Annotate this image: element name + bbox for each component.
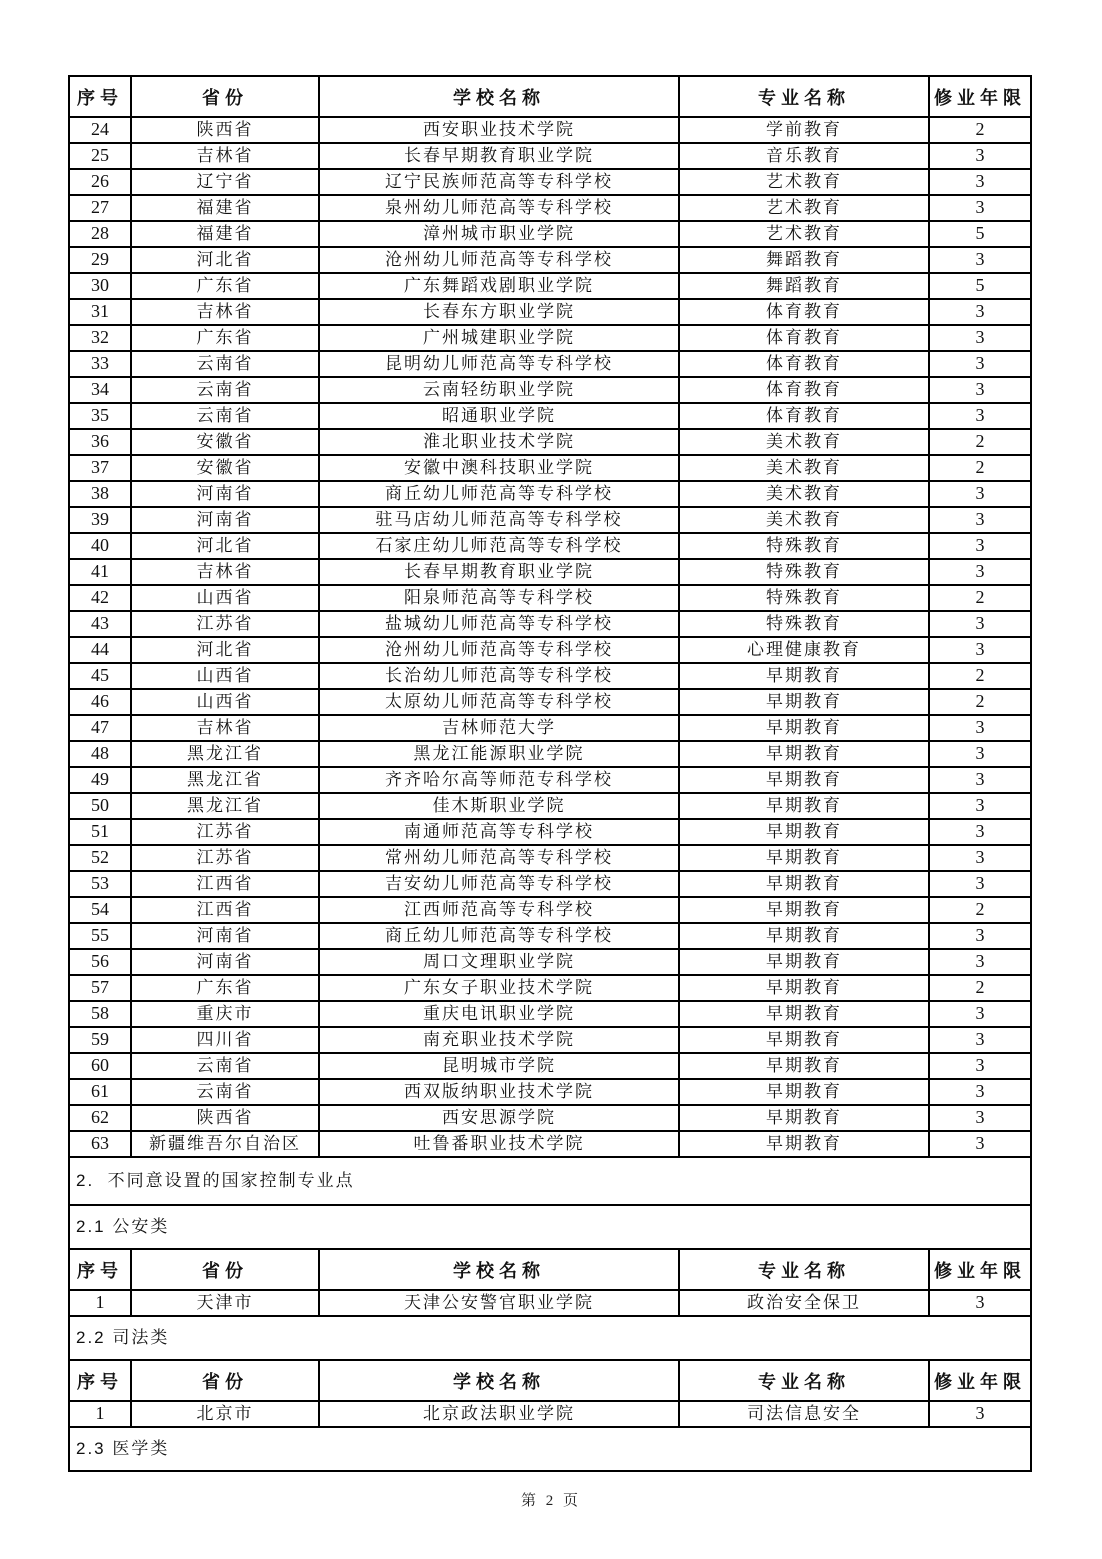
province-cell: 山西省: [131, 585, 319, 611]
study-years-cell: 3: [929, 143, 1031, 169]
study-years-cell: 2: [929, 689, 1031, 715]
major-name-cell: 体育教育: [679, 377, 929, 403]
province-cell: 江苏省: [131, 611, 319, 637]
table-row: [69, 247, 1031, 273]
table-row: [69, 1001, 1031, 1027]
row-index-cell: 63: [69, 1131, 131, 1157]
school-name-cell: 吉林师范大学: [319, 715, 679, 741]
major-name-cell: 体育教育: [679, 351, 929, 377]
province-cell: 黑龙江省: [131, 741, 319, 767]
school-name-cell: 昭通职业学院: [319, 403, 679, 429]
school-name-cell: 商丘幼儿师范高等专科学校: [319, 481, 679, 507]
province-cell: 江苏省: [131, 819, 319, 845]
table-row: [69, 1079, 1031, 1105]
major-name-cell: 早期教育: [679, 1027, 929, 1053]
table-row: [69, 169, 1031, 195]
subsection-heading: 2.2 司法类: [69, 1316, 1031, 1360]
school-name-cell: 云南轻纺职业学院: [319, 377, 679, 403]
table-row: [69, 533, 1031, 559]
province-cell: 河北省: [131, 637, 319, 663]
table-row: [69, 117, 1031, 143]
table-row: [69, 403, 1031, 429]
major-name-cell: 早期教育: [679, 923, 929, 949]
major-name-cell: 艺术教育: [679, 169, 929, 195]
province-cell: 云南省: [131, 351, 319, 377]
table-row: [69, 585, 1031, 611]
province-cell: 广东省: [131, 975, 319, 1001]
study-years-cell: 3: [929, 949, 1031, 975]
study-years-cell: 5: [929, 221, 1031, 247]
study-years-cell: 3: [929, 299, 1031, 325]
column-header: 专业名称: [679, 1249, 929, 1290]
row-index-cell: 57: [69, 975, 131, 1001]
major-name-cell: 特殊教育: [679, 585, 929, 611]
province-cell: 江苏省: [131, 845, 319, 871]
row-index-cell: 39: [69, 507, 131, 533]
major-name-cell: 早期教育: [679, 1053, 929, 1079]
province-cell: 北京市: [131, 1401, 319, 1427]
school-name-cell: 太原幼儿师范高等专科学校: [319, 689, 679, 715]
major-name-cell: 早期教育: [679, 767, 929, 793]
table-row: [69, 195, 1031, 221]
school-name-cell: 佳木斯职业学院: [319, 793, 679, 819]
study-years-cell: 3: [929, 195, 1031, 221]
major-name-cell: 美术教育: [679, 481, 929, 507]
province-cell: 天津市: [131, 1290, 319, 1316]
major-name-cell: 舞蹈教育: [679, 247, 929, 273]
province-cell: 吉林省: [131, 299, 319, 325]
table-row: [69, 1027, 1031, 1053]
column-header: 序号: [69, 76, 131, 117]
province-cell: 黑龙江省: [131, 793, 319, 819]
province-cell: 福建省: [131, 221, 319, 247]
study-years-cell: 3: [929, 403, 1031, 429]
major-name-cell: 特殊教育: [679, 611, 929, 637]
province-cell: 河南省: [131, 923, 319, 949]
province-cell: 江西省: [131, 897, 319, 923]
subsection-heading: 2.3 医学类: [69, 1427, 1031, 1471]
school-name-cell: 广东舞蹈戏剧职业学院: [319, 273, 679, 299]
row-index-cell: 46: [69, 689, 131, 715]
school-name-cell: 吐鲁番职业技术学院: [319, 1131, 679, 1157]
major-name-cell: 早期教育: [679, 1131, 929, 1157]
study-years-cell: 3: [929, 169, 1031, 195]
header-row: [69, 76, 1031, 117]
row-index-cell: 51: [69, 819, 131, 845]
row-index-cell: 59: [69, 1027, 131, 1053]
school-name-cell: 常州幼儿师范高等专科学校: [319, 845, 679, 871]
table-row: [69, 429, 1031, 455]
column-header: 专业名称: [679, 1360, 929, 1401]
row-index-cell: 29: [69, 247, 131, 273]
province-cell: 吉林省: [131, 715, 319, 741]
school-name-cell: 盐城幼儿师范高等专科学校: [319, 611, 679, 637]
table-row: [69, 143, 1031, 169]
province-cell: 四川省: [131, 1027, 319, 1053]
subsection-heading-row: [69, 1316, 1031, 1360]
table-row: [69, 975, 1031, 1001]
major-name-cell: 心理健康教育: [679, 637, 929, 663]
column-header: 修业年限: [929, 1360, 1031, 1401]
row-index-cell: 36: [69, 429, 131, 455]
row-index-cell: 61: [69, 1079, 131, 1105]
approval-table: [68, 75, 1032, 1472]
school-name-cell: 漳州城市职业学院: [319, 221, 679, 247]
row-index-cell: 35: [69, 403, 131, 429]
major-name-cell: 司法信息安全: [679, 1401, 929, 1427]
school-name-cell: 吉安幼儿师范高等专科学校: [319, 871, 679, 897]
major-name-cell: 早期教育: [679, 1001, 929, 1027]
column-header: 学校名称: [319, 1249, 679, 1290]
province-cell: 河南省: [131, 507, 319, 533]
row-index-cell: 37: [69, 455, 131, 481]
study-years-cell: 3: [929, 351, 1031, 377]
province-cell: 山西省: [131, 689, 319, 715]
row-index-cell: 41: [69, 559, 131, 585]
major-name-cell: 艺术教育: [679, 221, 929, 247]
major-name-cell: 早期教育: [679, 1079, 929, 1105]
row-index-cell: 56: [69, 949, 131, 975]
province-cell: 福建省: [131, 195, 319, 221]
table-row: [69, 689, 1031, 715]
study-years-cell: 3: [929, 377, 1031, 403]
major-name-cell: 美术教育: [679, 507, 929, 533]
province-cell: 辽宁省: [131, 169, 319, 195]
column-header: 序号: [69, 1249, 131, 1290]
column-header: 修业年限: [929, 1249, 1031, 1290]
header-row: [69, 1249, 1031, 1290]
column-header: 修业年限: [929, 76, 1031, 117]
major-name-cell: 早期教育: [679, 741, 929, 767]
study-years-cell: 2: [929, 455, 1031, 481]
province-cell: 陕西省: [131, 117, 319, 143]
major-name-cell: 早期教育: [679, 819, 929, 845]
study-years-cell: 3: [929, 1001, 1031, 1027]
row-index-cell: 33: [69, 351, 131, 377]
school-name-cell: 江西师范高等专科学校: [319, 897, 679, 923]
row-index-cell: 60: [69, 1053, 131, 1079]
school-name-cell: 沧州幼儿师范高等专科学校: [319, 637, 679, 663]
major-name-cell: 政治安全保卫: [679, 1290, 929, 1316]
study-years-cell: 2: [929, 585, 1031, 611]
table-row: [69, 767, 1031, 793]
major-name-cell: 特殊教育: [679, 559, 929, 585]
school-name-cell: 南通师范高等专科学校: [319, 819, 679, 845]
row-index-cell: 24: [69, 117, 131, 143]
row-index-cell: 38: [69, 481, 131, 507]
school-name-cell: 昆明幼儿师范高等专科学校: [319, 351, 679, 377]
study-years-cell: 3: [929, 741, 1031, 767]
row-index-cell: 31: [69, 299, 131, 325]
table-row: [69, 325, 1031, 351]
school-name-cell: 泉州幼儿师范高等专科学校: [319, 195, 679, 221]
table-row: [69, 507, 1031, 533]
school-name-cell: 北京政法职业学院: [319, 1401, 679, 1427]
major-name-cell: 早期教育: [679, 689, 929, 715]
row-index-cell: 1: [69, 1401, 131, 1427]
study-years-cell: 2: [929, 975, 1031, 1001]
table-row: [69, 1401, 1031, 1427]
study-years-cell: 3: [929, 481, 1031, 507]
row-index-cell: 40: [69, 533, 131, 559]
province-cell: 安徽省: [131, 455, 319, 481]
major-name-cell: 早期教育: [679, 975, 929, 1001]
table-row: [69, 793, 1031, 819]
column-header: 省份: [131, 1249, 319, 1290]
major-name-cell: 早期教育: [679, 1105, 929, 1131]
province-cell: 河南省: [131, 949, 319, 975]
major-name-cell: 美术教育: [679, 429, 929, 455]
table-row: [69, 741, 1031, 767]
table-row: [69, 299, 1031, 325]
study-years-cell: 3: [929, 1027, 1031, 1053]
school-name-cell: 齐齐哈尔高等师范专科学校: [319, 767, 679, 793]
row-index-cell: 53: [69, 871, 131, 897]
table-row: [69, 611, 1031, 637]
province-cell: 山西省: [131, 663, 319, 689]
table-row: [69, 897, 1031, 923]
study-years-cell: 3: [929, 533, 1031, 559]
study-years-cell: 3: [929, 819, 1031, 845]
study-years-cell: 3: [929, 325, 1031, 351]
major-name-cell: 早期教育: [679, 845, 929, 871]
major-name-cell: 特殊教育: [679, 533, 929, 559]
school-name-cell: 西安职业技术学院: [319, 117, 679, 143]
study-years-cell: 3: [929, 923, 1031, 949]
row-index-cell: 25: [69, 143, 131, 169]
school-name-cell: 广东女子职业技术学院: [319, 975, 679, 1001]
study-years-cell: 3: [929, 1131, 1031, 1157]
major-name-cell: 早期教育: [679, 715, 929, 741]
major-name-cell: 早期教育: [679, 897, 929, 923]
study-years-cell: 3: [929, 1105, 1031, 1131]
school-name-cell: 长春东方职业学院: [319, 299, 679, 325]
row-index-cell: 49: [69, 767, 131, 793]
school-name-cell: 长春早期教育职业学院: [319, 143, 679, 169]
school-name-cell: 西安思源学院: [319, 1105, 679, 1131]
study-years-cell: 3: [929, 1401, 1031, 1427]
school-name-cell: 周口文理职业学院: [319, 949, 679, 975]
column-header: 省份: [131, 76, 319, 117]
province-cell: 广东省: [131, 325, 319, 351]
row-index-cell: 43: [69, 611, 131, 637]
study-years-cell: 3: [929, 1290, 1031, 1316]
major-name-cell: 早期教育: [679, 663, 929, 689]
study-years-cell: 3: [929, 871, 1031, 897]
school-name-cell: 商丘幼儿师范高等专科学校: [319, 923, 679, 949]
row-index-cell: 48: [69, 741, 131, 767]
province-cell: 黑龙江省: [131, 767, 319, 793]
school-name-cell: 广州城建职业学院: [319, 325, 679, 351]
table-row: [69, 1053, 1031, 1079]
row-index-cell: 50: [69, 793, 131, 819]
row-index-cell: 34: [69, 377, 131, 403]
row-index-cell: 32: [69, 325, 131, 351]
school-name-cell: 安徽中澳科技职业学院: [319, 455, 679, 481]
study-years-cell: 3: [929, 793, 1031, 819]
table-row: [69, 715, 1031, 741]
column-header: 学校名称: [319, 1360, 679, 1401]
table-row: [69, 559, 1031, 585]
row-index-cell: 58: [69, 1001, 131, 1027]
major-name-cell: 体育教育: [679, 403, 929, 429]
table-row: [69, 273, 1031, 299]
table-row: [69, 637, 1031, 663]
province-cell: 云南省: [131, 377, 319, 403]
header-row: [69, 1360, 1031, 1401]
study-years-cell: 3: [929, 767, 1031, 793]
table-row: [69, 663, 1031, 689]
study-years-cell: 2: [929, 429, 1031, 455]
row-index-cell: 47: [69, 715, 131, 741]
province-cell: 江西省: [131, 871, 319, 897]
province-cell: 重庆市: [131, 1001, 319, 1027]
study-years-cell: 3: [929, 507, 1031, 533]
section-heading: 2. 不同意设置的国家控制专业点: [69, 1157, 1031, 1205]
major-name-cell: 早期教育: [679, 949, 929, 975]
school-name-cell: 石家庄幼儿师范高等专科学校: [319, 533, 679, 559]
table-row: [69, 351, 1031, 377]
subsection-heading-row: [69, 1427, 1031, 1471]
study-years-cell: 3: [929, 1079, 1031, 1105]
table-row: [69, 845, 1031, 871]
province-cell: 云南省: [131, 403, 319, 429]
table-row: [69, 923, 1031, 949]
subsection-heading-row: [69, 1205, 1031, 1249]
major-name-cell: 体育教育: [679, 299, 929, 325]
province-cell: 河北省: [131, 247, 319, 273]
school-name-cell: 长春早期教育职业学院: [319, 559, 679, 585]
school-name-cell: 南充职业技术学院: [319, 1027, 679, 1053]
study-years-cell: 2: [929, 897, 1031, 923]
school-name-cell: 黑龙江能源职业学院: [319, 741, 679, 767]
row-index-cell: 55: [69, 923, 131, 949]
row-index-cell: 26: [69, 169, 131, 195]
major-name-cell: 美术教育: [679, 455, 929, 481]
school-name-cell: 沧州幼儿师范高等专科学校: [319, 247, 679, 273]
study-years-cell: 3: [929, 247, 1031, 273]
table-row: [69, 1290, 1031, 1316]
row-index-cell: 30: [69, 273, 131, 299]
school-name-cell: 昆明城市学院: [319, 1053, 679, 1079]
table-row: [69, 1131, 1031, 1157]
school-name-cell: 淮北职业技术学院: [319, 429, 679, 455]
province-cell: 云南省: [131, 1079, 319, 1105]
table-row: [69, 481, 1031, 507]
row-index-cell: 52: [69, 845, 131, 871]
subsection-heading: 2.1 公安类: [69, 1205, 1031, 1249]
major-name-cell: 舞蹈教育: [679, 273, 929, 299]
major-name-cell: 艺术教育: [679, 195, 929, 221]
study-years-cell: 3: [929, 1053, 1031, 1079]
major-name-cell: 体育教育: [679, 325, 929, 351]
row-index-cell: 54: [69, 897, 131, 923]
major-name-cell: 学前教育: [679, 117, 929, 143]
row-index-cell: 44: [69, 637, 131, 663]
province-cell: 云南省: [131, 1053, 319, 1079]
major-name-cell: 早期教育: [679, 871, 929, 897]
row-index-cell: 45: [69, 663, 131, 689]
column-header: 序号: [69, 1360, 131, 1401]
table-row: [69, 871, 1031, 897]
column-header: 学校名称: [319, 76, 679, 117]
table-row: [69, 1105, 1031, 1131]
major-name-cell: 音乐教育: [679, 143, 929, 169]
province-cell: 吉林省: [131, 559, 319, 585]
table-row: [69, 377, 1031, 403]
school-name-cell: 重庆电讯职业学院: [319, 1001, 679, 1027]
study-years-cell: 2: [929, 663, 1031, 689]
school-name-cell: 辽宁民族师范高等专科学校: [319, 169, 679, 195]
province-cell: 新疆维吾尔自治区: [131, 1131, 319, 1157]
school-name-cell: 驻马店幼儿师范高等专科学校: [319, 507, 679, 533]
row-index-cell: 42: [69, 585, 131, 611]
section-heading-row: [69, 1157, 1031, 1205]
province-cell: 陕西省: [131, 1105, 319, 1131]
row-index-cell: 62: [69, 1105, 131, 1131]
study-years-cell: 3: [929, 637, 1031, 663]
column-header: 专业名称: [679, 76, 929, 117]
study-years-cell: 3: [929, 715, 1031, 741]
table-body: [69, 76, 1031, 1471]
school-name-cell: 西双版纳职业技术学院: [319, 1079, 679, 1105]
province-cell: 安徽省: [131, 429, 319, 455]
school-name-cell: 天津公安警官职业学院: [319, 1290, 679, 1316]
table-row: [69, 221, 1031, 247]
study-years-cell: 2: [929, 117, 1031, 143]
table-row: [69, 819, 1031, 845]
province-cell: 河北省: [131, 533, 319, 559]
study-years-cell: 3: [929, 611, 1031, 637]
major-name-cell: 早期教育: [679, 793, 929, 819]
row-index-cell: 28: [69, 221, 131, 247]
school-name-cell: 长治幼儿师范高等专科学校: [319, 663, 679, 689]
column-header: 省份: [131, 1360, 319, 1401]
table-row: [69, 455, 1031, 481]
row-index-cell: 27: [69, 195, 131, 221]
school-name-cell: 阳泉师范高等专科学校: [319, 585, 679, 611]
row-index-cell: 1: [69, 1290, 131, 1316]
study-years-cell: 3: [929, 845, 1031, 871]
province-cell: 吉林省: [131, 143, 319, 169]
table-row: [69, 949, 1031, 975]
province-cell: 广东省: [131, 273, 319, 299]
province-cell: 河南省: [131, 481, 319, 507]
page-number: 第 2 页: [520, 1493, 581, 1509]
study-years-cell: 5: [929, 273, 1031, 299]
study-years-cell: 3: [929, 559, 1031, 585]
